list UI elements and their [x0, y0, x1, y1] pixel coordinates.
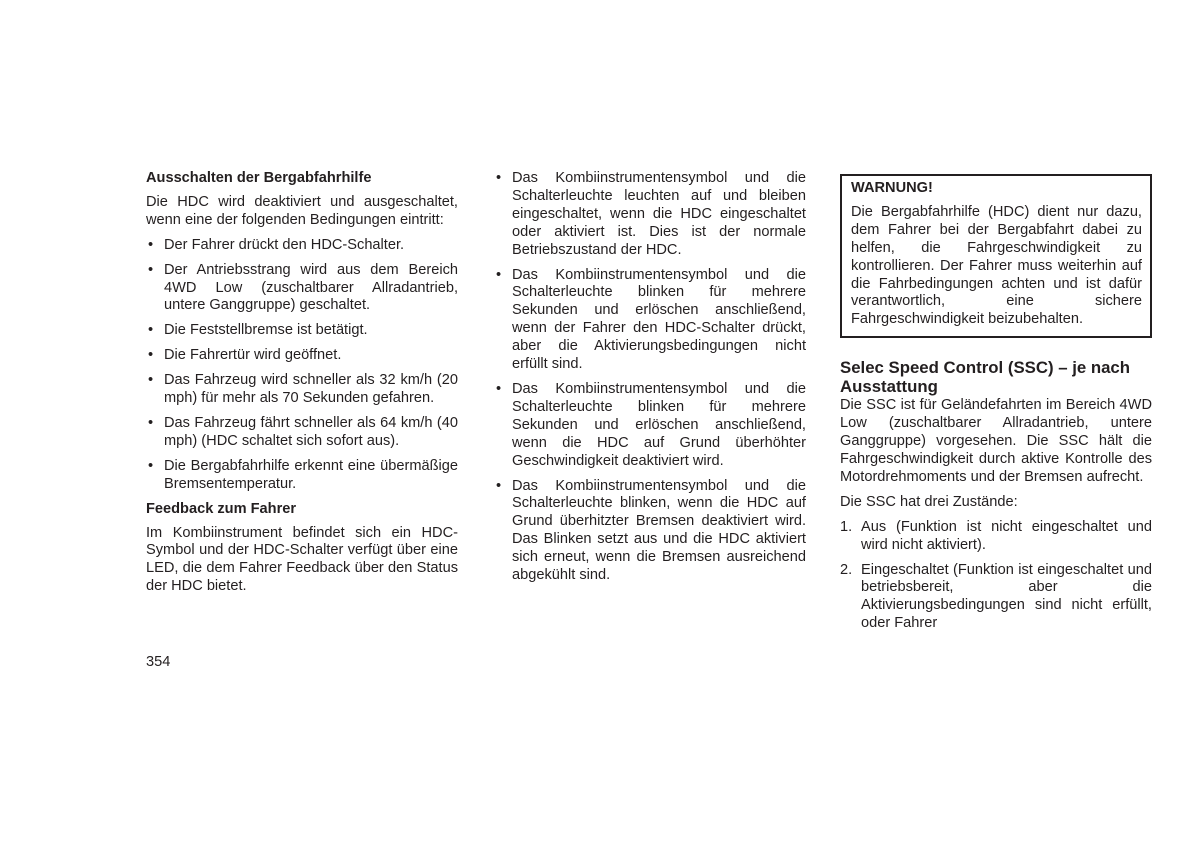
ssc-states-list	[840, 519, 1152, 633]
right-column	[840, 174, 1152, 640]
list-item: • Der Antriebsstrang wird aus dem Bereich 4WD Low (zuschaltbarer Allradantrieb, untere Ganggruppe) geschaltet.	[146, 262, 458, 316]
warning-text: Die Bergabfahrhilfe (HDC) dient nur dazu, dem Fahrer bei der Bergabfahrt dabei zu helfen, die Fahrgeschwindigkeit zu kontrollieren. Der Fahrer muss weiterhin auf die Fahrbedingungen achten und ist dafür verantwortlich, eine sichere Fahrgeschwindigkeit beizubehalten.	[851, 203, 1142, 328]
list-item: • Das Kombiinstrumentensymbol und die Schalterleuchte blinken für mehrere Sekunden und erlöschen anschließend, wenn die HDC auf Grund überhöhter Geschwindigkeit deaktiviert wird.	[494, 381, 806, 471]
item-number: 2.	[840, 561, 853, 578]
feedback-paragraph: Im Kombiinstrument befindet sich ein HDC-Symbol und der HDC-Schalter verfügt über eine LED, die dem Fahrer Feedback über den Status der HDC bietet.	[146, 524, 458, 595]
list-item: • Die Feststellbremse ist betätigt.	[146, 322, 458, 340]
feedback-states-list	[494, 170, 806, 585]
list-item	[840, 562, 1152, 634]
ssc-paragraph: Die SSC ist für Geländefahrten im Bereich 4WD Low (zuschaltbarer Allradantrieb, untere Ganggruppe) vorgesehen. Die SSC hält die Fahrgeschwindigkeit durch aktive Kontrolle des Motordrehmoments und der Bremsen aufrecht.	[840, 397, 1152, 485]
section-heading-hdc-off: Ausschalten der Bergabfahrhilfe	[146, 170, 372, 186]
warning-box	[840, 174, 1152, 338]
page-number: 354	[146, 654, 171, 670]
section-heading-feedback: Feedback zum Fahrer	[146, 500, 297, 517]
intro-paragraph: Die HDC wird deaktiviert und ausgeschaltet, wenn eine der folgenden Bedingungen eintritt:	[146, 193, 458, 228]
list-item: • Das Fahrzeug fährt schneller als 64 km/h (40 mph) (HDC schaltet sich sofort aus).	[146, 415, 458, 451]
middle-column	[494, 170, 806, 592]
list-item: • Das Kombiinstrumentensymbol und die Schalterleuchte blinken, wenn die HDC auf Grund überhitzter Bremsen deaktiviert wird. Das Blinken setzt aus und die HDC aktiviert sich erneut, wenn die Bremsen ausreichend abgekühlt sind.	[494, 478, 806, 585]
list-item: • Die Fahrertür wird geöffnet.	[146, 347, 458, 365]
section-heading-ssc: Selec Speed Control (SSC) – je nach Ausstattung	[840, 358, 1131, 397]
list-item: • Das Kombiinstrumentensymbol und die Schalterleuchte blinken für mehrere Sekunden und erlöschen anschließend, wenn der Fahrer den HDC-Schalter drückt, aber die Aktivierungsbedingungen nicht erfüllt sind.	[494, 267, 806, 374]
left-column	[146, 170, 458, 603]
item-text: Aus (Funktion ist nicht eingeschaltet und wird nicht aktiviert).	[861, 518, 1152, 553]
item-number: 1.	[840, 518, 853, 535]
list-item	[840, 519, 1152, 555]
list-item: • Die Bergabfahrhilfe erkennt eine übermäßige Bremsentemperatur.	[146, 458, 458, 494]
warning-title: WARNUNG!	[851, 180, 933, 196]
list-item: • Das Fahrzeug wird schneller als 32 km/h (20 mph) für mehr als 70 Sekunden gefahren.	[146, 372, 458, 408]
ssc-states-intro: Die SSC hat drei Zustände:	[840, 493, 1018, 510]
list-item: • Das Kombiinstrumentensymbol und die Schalterleuchte leuchten auf und bleiben eingeschaltet, wenn die HDC eingeschaltet oder aktiviert ist. Dies ist der normale Betriebszustand der HDC.	[494, 170, 806, 260]
list-item: • Der Fahrer drückt den HDC-Schalter.	[146, 237, 458, 255]
item-text: Eingeschaltet (Funktion ist eingeschaltet und betriebsbereit, aber die Aktivierungsbedingungen sind nicht erfüllt, oder Fahrer	[861, 561, 1152, 632]
hdc-off-conditions-list	[146, 237, 458, 494]
